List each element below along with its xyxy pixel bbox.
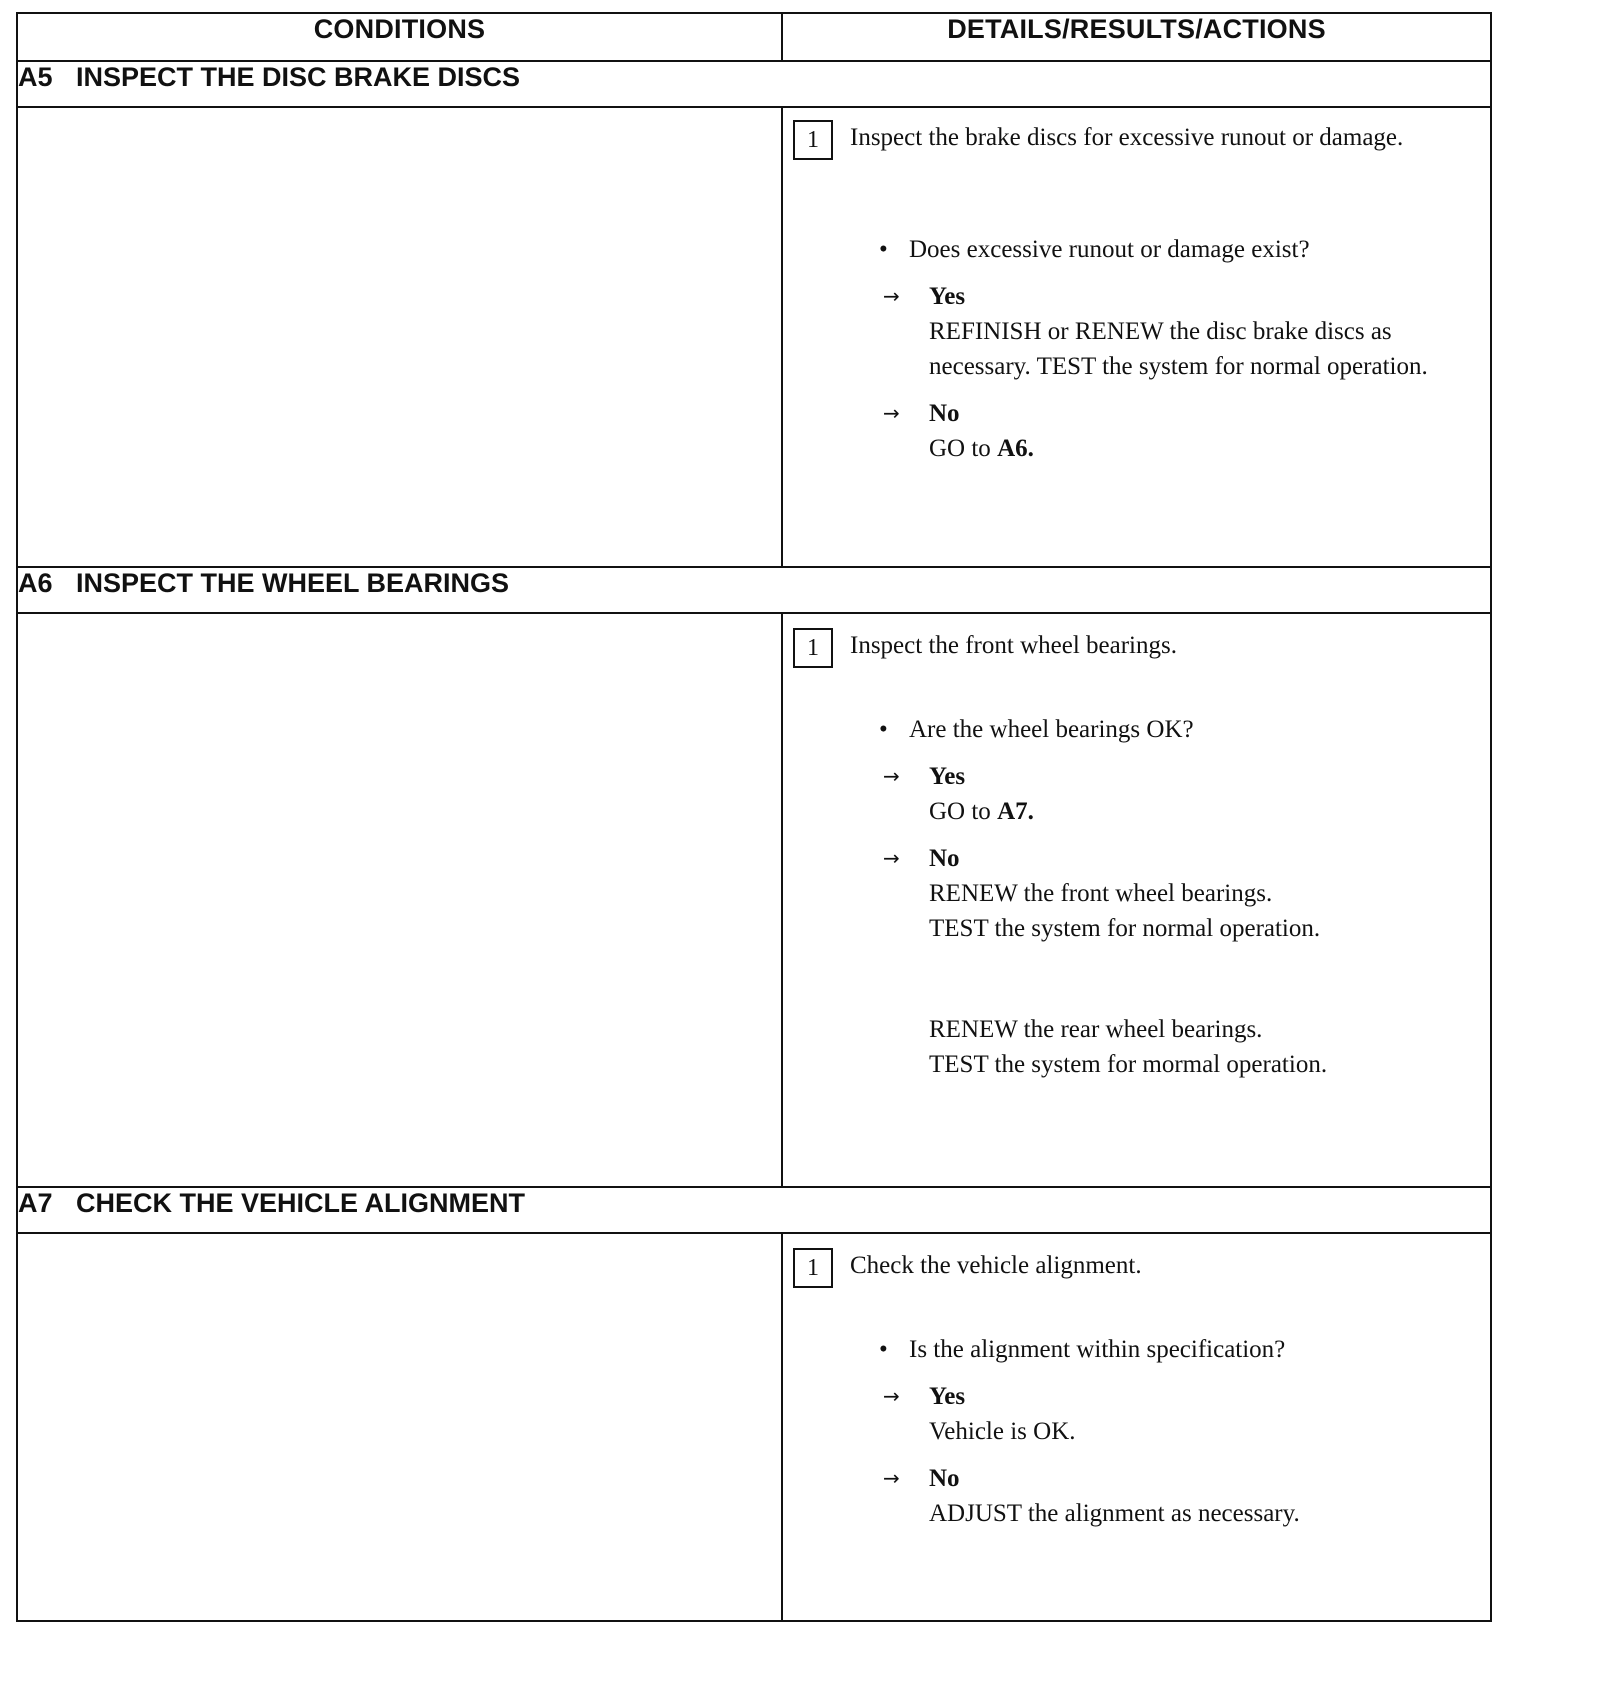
yes-text (929, 794, 1460, 829)
yes-text-prefix: GO to (929, 798, 998, 825)
step-body-row (17, 613, 1491, 1187)
arrow-right-icon: → (883, 764, 900, 788)
instruction-text: Inspect the front wheel bearings. (850, 632, 1177, 659)
step-body-row (17, 107, 1491, 567)
yes-label: Yes (929, 763, 966, 790)
no-text-line: RENEW the front wheel bearings. (929, 880, 1273, 907)
yes-label: Yes (929, 1383, 966, 1410)
step-id: A7 (18, 1188, 53, 1218)
arrow-right-icon: → (883, 846, 900, 870)
no-branch (883, 841, 1460, 946)
yes-branch (883, 279, 1460, 384)
step-reference: A7. (997, 798, 1034, 825)
instruction (793, 628, 1460, 668)
conditions-cell (17, 107, 782, 567)
details-cell (782, 1233, 1491, 1621)
diagnostic-table-grid (16, 12, 1492, 1622)
arrow-right-icon: → (883, 284, 900, 308)
details-cell (782, 107, 1491, 567)
step-id: A6 (18, 568, 53, 598)
question (879, 712, 1460, 747)
no-branch (883, 1461, 1460, 1531)
step-title: INSPECT THE DISC BRAKE DISCS (76, 62, 521, 92)
arrow-right-icon: → (883, 1384, 900, 1408)
yes-branch (883, 759, 1460, 829)
step-header-a6 (17, 567, 1491, 613)
instruction (793, 120, 1460, 160)
question (879, 232, 1460, 267)
no-text-line: TEST the system for normal operation. (929, 915, 1321, 942)
yes-text: Vehicle is OK. (929, 1418, 1076, 1445)
step-id: A5 (18, 62, 53, 92)
no-label: No (929, 1465, 960, 1492)
step-number-box: 1 (793, 120, 833, 160)
step-header-row (17, 1187, 1491, 1233)
bullet-icon: • (879, 716, 888, 743)
step-header-row (17, 61, 1491, 107)
no-branch (883, 396, 1460, 466)
step-reference: A6. (997, 435, 1034, 462)
bullet-icon: • (879, 1336, 888, 1363)
step-header-a5 (17, 61, 1491, 107)
no-label: No (929, 845, 960, 872)
yes-text: REFINISH or RENEW the disc brake discs as necessary. TEST the system for normal operation. (929, 318, 1428, 380)
conditions-cell (17, 1233, 782, 1621)
step-number-box: 1 (793, 1248, 833, 1288)
instruction-text: Check the vehicle alignment. (850, 1252, 1142, 1279)
step-header-a7 (17, 1187, 1491, 1233)
no-text (929, 876, 1460, 946)
question (879, 1332, 1460, 1367)
details-column-header: DETAILS/RESULTS/ACTIONS (782, 13, 1491, 61)
diagnostic-table (16, 12, 1492, 1622)
instruction (793, 1248, 1460, 1288)
no-text (929, 431, 1460, 466)
question-text: Does excessive runout or damage exist? (909, 236, 1310, 263)
question-text: Is the alignment within specification? (909, 1336, 1286, 1363)
step-title: CHECK THE VEHICLE ALIGNMENT (76, 1188, 526, 1218)
step-number-box: 1 (793, 628, 833, 668)
step-header-row (17, 567, 1491, 613)
no-text: ADJUST the alignment as necessary. (929, 1500, 1300, 1527)
yes-label: Yes (929, 283, 966, 310)
arrow-right-icon: → (883, 1466, 900, 1490)
question-text: Are the wheel bearings OK? (909, 716, 1194, 743)
instruction-text: Inspect the brake discs for excessive runout or damage. (850, 124, 1404, 151)
step-title: INSPECT THE WHEEL BEARINGS (76, 568, 510, 598)
yes-branch (883, 1379, 1460, 1449)
details-cell (782, 613, 1491, 1187)
no-text-prefix: GO to (929, 435, 998, 462)
table-header-row (17, 13, 1491, 61)
no-label: No (929, 400, 960, 427)
arrow-right-icon: → (883, 401, 900, 425)
extra-action (929, 1012, 1460, 1082)
conditions-cell (17, 613, 782, 1187)
conditions-column-header: CONDITIONS (17, 13, 782, 61)
extra-action-line: TEST the system for mormal operation. (929, 1051, 1328, 1078)
extra-action-line: RENEW the rear wheel bearings. (929, 1016, 1263, 1043)
bullet-icon: • (879, 236, 888, 263)
step-body-row (17, 1233, 1491, 1621)
